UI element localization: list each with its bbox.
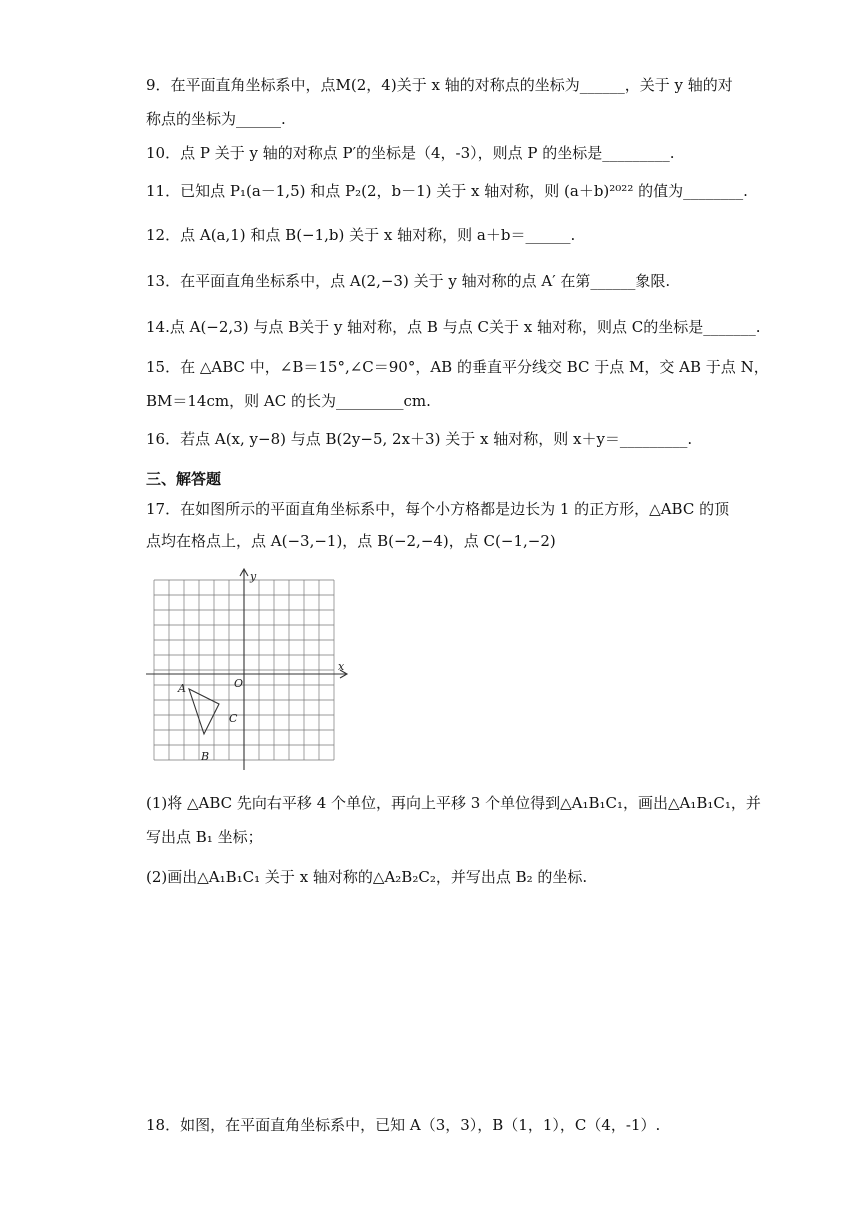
q9-line1: 9．在平面直角坐标系中，点M(2，4)关于 x 轴的对称点的坐标为______，关于 y 轴的对: [146, 76, 733, 94]
q17-part2: (2)画出△A₁B₁C₁ 关于 x 轴对称的△A₂B₂C₂，并写出点 B₂ 的坐标.: [146, 868, 588, 886]
origin-label: O: [234, 677, 244, 690]
q17-line1: 17．在如图所示的平面直角坐标系中，每个小方格都是边长为 1 的正方形，△ABC 的顶: [146, 500, 730, 518]
point-c-label: C: [229, 712, 238, 725]
section-heading: 三、解答题: [146, 470, 222, 488]
y-axis-label: y: [250, 570, 257, 583]
q10: 10．点 P 关于 y 轴的对称点 P′的坐标是（4，-3），则点 P 的坐标是_________.: [146, 144, 675, 162]
q9-line2: 称点的坐标为______.: [146, 110, 286, 128]
q17-line2: 点均在格点上，点 A(−3,−1)，点 B(−2,−4)，点 C(−1,−2): [146, 532, 556, 550]
x-axis-label: x: [338, 660, 345, 673]
axes: [146, 569, 347, 770]
q14: 14.点 A(−2,3) 与点 B关于 y 轴对称，点 B 与点 C关于 x 轴对称，则点 C的坐标是_______.: [146, 318, 761, 336]
q13: 13．在平面直角坐标系中，点 A(2,−3) 关于 y 轴对称的点 A′ 在第______象限.: [146, 272, 671, 290]
q12: 12．点 A(a,1) 和点 B(−1,b) 关于 x 轴对称，则 a＋b＝______.: [146, 226, 576, 244]
q16: 16．若点 A(x, y−8) 与点 B(2y−5, 2x＋3) 关于 x 轴对称，则 x＋y＝_________.: [146, 430, 693, 448]
point-a-label: A: [178, 682, 186, 695]
q17-part1-line1: (1)将 △ABC 先向右平移 4 个单位，再向上平移 3 个单位得到△A₁B₁C₁，画出△A₁B₁C₁，并: [146, 794, 761, 812]
coordinate-grid-figure: [140, 566, 360, 776]
q15-line1: 15．在 △ABC 中，∠B＝15°,∠C＝90°，AB 的垂直平分线交 BC 于点 M，交 AB 于点 N，: [146, 358, 769, 376]
q17-part1-line2: 写出点 B₁ 坐标；: [146, 828, 263, 846]
q18: 18．如图，在平面直角坐标系中，已知 A（3，3），B（1，1），C（4，-1）.: [146, 1116, 661, 1134]
triangle-abc: [189, 689, 219, 734]
q11: 11．已知点 P₁(a－1,5) 和点 P₂(2，b－1) 关于 x 轴对称，则 (a＋b)²⁰²² 的值为________.: [146, 182, 748, 200]
q15-line2: BM＝14cm，则 AC 的长为_________cm.: [146, 392, 431, 410]
point-b-label: B: [201, 750, 210, 763]
